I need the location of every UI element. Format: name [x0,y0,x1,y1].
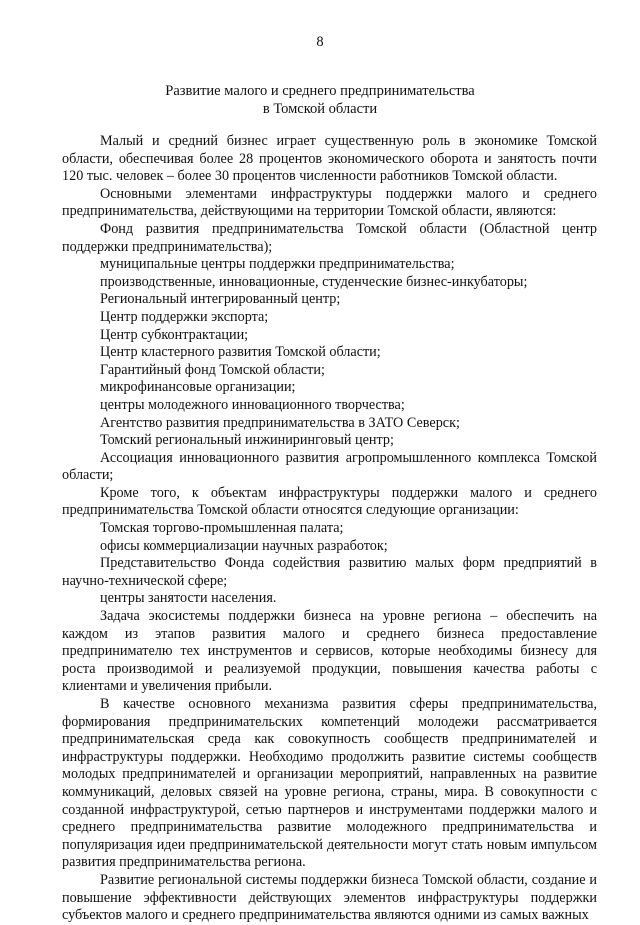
paragraph: В качестве основного механизма развития сферы предпринимательства, формирования предпринимательских компетенций молодежи рассматривается предпринимательская среда как совокупность сообществ предпринимателей и инфраструктуры поддержки. Необходимо продолжить развитие системы сообществ молодых предпринимателей и организации мероприятий, направленных на развитие коммуникаций, деловых связей на уровне региона, страны, мира. В совокупности с созданной инфраструктурой, сетью партнеров и инструментами поддержки малого и среднего предпринимательства развитие молодежного предпринимательства и популяризация идеи предпринимательской деятельности могут стать новым импульсом развития предпринимательства региона. [62,696,597,871]
paragraph: Малый и средний бизнес играет существенную роль в экономике Томской области, обеспечивая более 28 процентов экономического оборота и занятость почти 120 тыс. человек – более 30 процентов численности работников Томской области. [62,133,597,185]
page-title [0,82,640,118]
list-item: Представительство Фонда содействия развитию малых форм предприятий в научно-технической сфере; [62,555,597,589]
paragraph: Кроме того, к объектам инфраструктуры поддержки малого и среднего предпринимательства Томской области относятся следующие организации: [62,484,597,519]
list-item: Гарантийный фонд Томской области; [100,361,325,378]
list-item: Центр кластерного развития Томской области; [100,344,381,361]
list-item: микрофинансовые организации; [100,379,296,396]
list-item: Центр поддержки экспорта; [100,308,269,325]
paragraph: Основными элементами инфраструктуры поддержки малого и среднего предпринимательства, действующими на территории Томской области, являются: [62,185,597,220]
list-item: центры молодежного инновационного творчества; [100,396,405,413]
title-line-1: Развитие малого и среднего предпринимательства [165,83,475,99]
document-body [62,133,597,925]
list-item: центры занятости населения. [100,590,277,607]
list-item: Томский региональный инжиниринговый центр; [100,432,394,449]
page-number: 8 [316,34,324,50]
list-item: Региональный интегрированный центр; [100,291,341,308]
list-item: Томская торгово-промышленная палата; [100,520,344,537]
list-item: офисы коммерциализации научных разработок; [100,537,388,554]
list-item: производственные, инновационные, студенческие бизнес-инкубаторы; [100,273,528,290]
list-item: Фонд развития предпринимательства Томской области (Областной центр поддержки предпринимательства); [62,220,597,255]
list-item: Ассоциация инновационного развития агропромышленного комплекса Томской области; [62,449,597,484]
title-line-2: в Томской области [262,101,378,117]
paragraph: Задача экосистемы поддержки бизнеса на уровне региона – обеспечить на каждом из этапов развития малого и среднего бизнеса предоставление предпринимателю тех инструментов и сервисов, которые необходимы бизнесу для роста производимой и реализуемой продукции, повышения качества работы с клиентами и увеличения прибыли. [62,608,597,695]
list-item: муниципальные центры поддержки предпринимательства; [100,256,455,273]
paragraph: Развитие региональной системы поддержки бизнеса Томской области, создание и повышение эффективности действующих элементов инфраструктуры поддержки субъектов малого и среднего предпринимательства являются одними из самых важных [62,871,597,924]
list-item: Центр субконтрактации; [100,326,249,343]
list-item: Агентство развития предпринимательства в ЗАТО Северск; [100,414,460,431]
